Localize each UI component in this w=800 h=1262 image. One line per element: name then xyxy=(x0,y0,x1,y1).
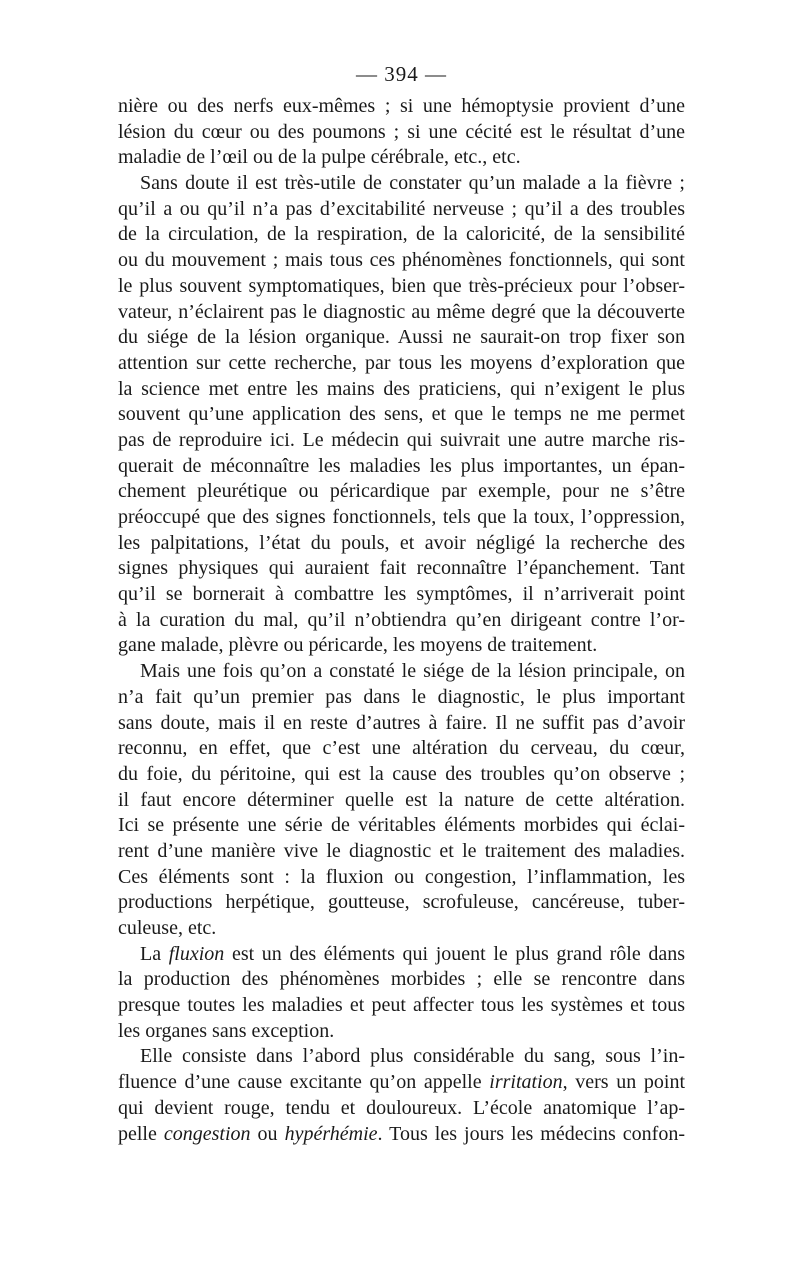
text-segment: . Tous les jours les médecins confon- xyxy=(377,1122,685,1145)
text-segment: souvent qu’une application des sens, et que le temps ne me permet xyxy=(118,403,685,426)
text-line xyxy=(118,839,685,865)
text-line xyxy=(118,685,685,711)
text-segment: la science met entre les mains des praticiens, qui n’exigent le plus xyxy=(118,377,685,400)
text-line xyxy=(118,916,685,942)
text-line xyxy=(118,377,685,403)
text-segment: de la circulation, de la respiration, de la caloricité, de la sensibilité xyxy=(118,223,685,246)
page-number: — 394 — xyxy=(356,62,447,86)
text-segment: La xyxy=(140,942,169,965)
text-segment: Ici se présente une série de véritables éléments morbides qui éclai- xyxy=(118,814,685,837)
text-line xyxy=(118,890,685,916)
text-line xyxy=(118,300,685,326)
text-line xyxy=(118,120,685,146)
text-line xyxy=(118,608,685,634)
text-line xyxy=(118,865,685,891)
text-line xyxy=(118,531,685,557)
text-line xyxy=(118,813,685,839)
body-text xyxy=(118,94,685,1147)
text-line xyxy=(118,1019,685,1045)
text-segment: Ces éléments sont : la fluxion ou congestion, l’inflammation, les xyxy=(118,865,685,888)
text-segment: querait de méconnaître les maladies les plus importantes, un épan- xyxy=(118,454,685,477)
text-segment: préoccupé que des signes fonctionnels, tels que la toux, l’oppression, xyxy=(118,506,685,528)
text-segment: maladie de l’œil ou de la pulpe cérébrale, etc., etc. xyxy=(118,146,521,169)
text-segment: ou xyxy=(250,1122,285,1145)
text-segment: productions herpétique, goutteuse, scrofuleuse, cancéreuse, tuber- xyxy=(118,891,685,914)
text-line xyxy=(118,582,685,608)
text-segment: Sans doute il est très-utile de constater qu’un malade a la fièvre ; xyxy=(140,172,685,195)
text-segment: qu’il se bornerait à combattre les symptômes, il n’arriverait point xyxy=(118,583,685,606)
text-line xyxy=(118,1122,685,1148)
text-line xyxy=(118,788,685,814)
text-line xyxy=(118,556,685,582)
text-line xyxy=(118,351,685,377)
book-page xyxy=(118,60,685,1147)
text-line xyxy=(118,1070,685,1096)
text-segment: qu’il a ou qu’il n’a pas d’excitabilité nerveuse ; qu’il a des troubles xyxy=(118,197,685,220)
text-line xyxy=(118,993,685,1019)
italic-term: fluxion xyxy=(168,942,225,965)
text-segment: à la curation du mal, qu’il n’obtiendra qu’en dirigeant contre l’or- xyxy=(118,608,685,631)
text-segment: lésion du cœur ou des poumons ; si une cécité est le résultat d’une xyxy=(118,120,685,143)
text-line xyxy=(118,633,685,659)
text-segment: pelle xyxy=(118,1122,164,1145)
text-line xyxy=(118,402,685,428)
text-line xyxy=(118,454,685,480)
text-line xyxy=(118,942,685,968)
text-segment: est un des éléments qui jouent le plus grand rôle dans xyxy=(224,942,685,965)
text-line xyxy=(118,197,685,223)
text-segment: les organes sans exception. xyxy=(118,1019,335,1042)
text-line xyxy=(118,94,685,120)
text-segment: pas de reproduire ici. Le médecin qui suivrait une autre marche ris- xyxy=(118,428,685,451)
text-segment: gane malade, plèvre ou péricarde, les moyens de traitement. xyxy=(118,634,598,657)
text-line xyxy=(118,222,685,248)
text-segment: fluence d’une cause excitante qu’on appelle xyxy=(118,1071,490,1094)
text-segment: les palpitations, l’état du pouls, et avoir négligé la recherche des xyxy=(118,531,685,554)
text-segment: qui devient rouge, tendu et douloureux. L’école anatomique l’ap- xyxy=(118,1096,685,1119)
text-segment: vateur, n’éclairent pas le diagnostic au même degré que la découverte xyxy=(118,300,685,323)
italic-term: hypérhémie xyxy=(284,1122,378,1145)
text-line xyxy=(118,145,685,171)
italic-term: congestion xyxy=(163,1122,251,1145)
text-segment: culeuse, etc. xyxy=(118,917,217,939)
text-line xyxy=(118,711,685,737)
text-line xyxy=(118,1096,685,1122)
text-line xyxy=(118,171,685,197)
text-segment: la production des phénomènes morbides ; elle se rencontre dans xyxy=(118,968,685,991)
text-segment: attention sur cette recherche, par tous les moyens d’exploration que xyxy=(118,351,685,374)
text-segment: reconnu, en effet, que c’est une altération du cerveau, du cœur, xyxy=(118,737,685,760)
text-segment: rent d’une manière vive le diagnostic et le traitement des maladies. xyxy=(118,839,685,862)
text-segment: , vers un point xyxy=(562,1071,685,1094)
text-segment: du siége de la lésion organique. Aussi ne saurait-on trop fixer son xyxy=(118,326,685,349)
text-line xyxy=(118,248,685,274)
text-segment: chement pleurétique ou péricardique par exemple, pour ne s’être xyxy=(118,480,685,503)
text-segment: nière ou des nerfs eux-mêmes ; si une hémoptysie provient d’une xyxy=(118,95,685,117)
text-line xyxy=(118,479,685,505)
text-line xyxy=(118,274,685,300)
text-segment: presque toutes les maladies et peut affecter tous les systèmes et tous xyxy=(118,994,685,1017)
text-line xyxy=(118,325,685,351)
text-line xyxy=(118,967,685,993)
text-line xyxy=(118,1044,685,1070)
text-segment: le plus souvent symptomatiques, bien que très-précieux pour l’obser- xyxy=(118,274,685,297)
text-segment: n’a fait qu’un premier pas dans le diagnostic, le plus important xyxy=(118,685,685,708)
text-line xyxy=(118,659,685,685)
text-line xyxy=(118,762,685,788)
text-segment: ou du mouvement ; mais tous ces phénomènes fonctionnels, qui sont xyxy=(118,249,685,272)
text-segment: sans doute, mais il en reste d’autres à faire. Il ne suffit pas d’avoir xyxy=(118,711,685,734)
text-segment: signes physiques qui auraient fait reconnaître l’épanchement. Tant xyxy=(118,557,685,580)
text-line xyxy=(118,428,685,454)
text-line xyxy=(118,505,685,531)
italic-term: irritation xyxy=(489,1071,563,1094)
text-segment: Mais une fois qu’on a constaté le siége de la lésion principale, on xyxy=(140,660,685,683)
text-segment: il faut encore déterminer quelle est la nature de cette altération. xyxy=(118,788,685,811)
text-segment: du foie, du péritoine, qui est la cause des troubles qu’on observe ; xyxy=(118,762,685,785)
text-line xyxy=(118,736,685,762)
text-segment: Elle consiste dans l’abord plus considérable du sang, sous l’in- xyxy=(140,1045,685,1068)
